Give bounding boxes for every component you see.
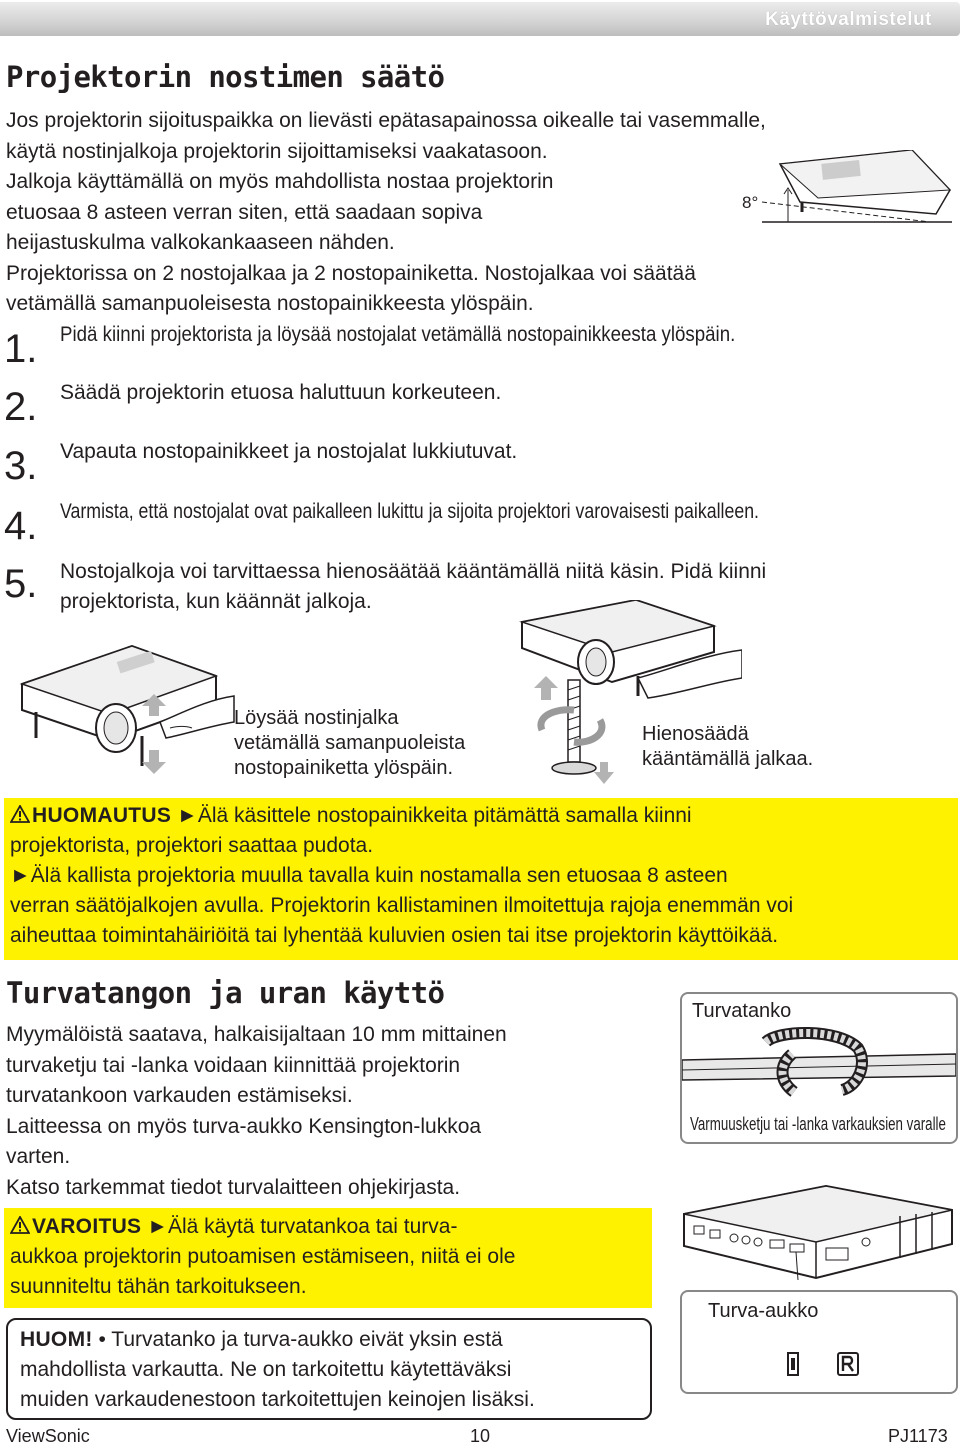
security-line: Laitteessa on myös turva-aukko Kensington-lukkoa [6, 1114, 482, 1138]
section-title-security: Turvatangon ja uran käyttö [6, 976, 445, 1010]
section-header: Käyttövalmistelut [765, 9, 932, 30]
label-security-chain: Varmuusketju tai -lanka varkauksien varalle [690, 1114, 946, 1134]
page-number: 10 [470, 1426, 491, 1446]
security-line: varten. [6, 1145, 71, 1168]
security-line: turvatankoon varkauden estämiseksi. [6, 1084, 353, 1107]
callout-line: nostopainiketta ylöspäin. [234, 757, 454, 779]
step-number: 1. [4, 327, 38, 371]
callout-fine-adjust [642, 722, 813, 772]
intro-line: Jalkoja käyttämällä on myös mahdollista nostaa projektorin [6, 170, 554, 193]
footer-brand: ViewSonic [6, 1426, 90, 1446]
angle-label: 8° [742, 193, 759, 212]
callout-line: kääntämällä jalkaa. [642, 748, 814, 770]
projector-release-figure [10, 640, 235, 780]
step-number: 3. [4, 444, 38, 488]
warning-keyword: VAROITUS [32, 1215, 142, 1238]
security-bar-drawing [682, 1024, 956, 1104]
security-line: Myymälöistä saatava, halkaisijaltaan 10 mm mittainen [6, 1023, 507, 1046]
security-line: Katso tarkemmat tiedot turvalaitteen ohjekirjasta. [6, 1175, 461, 1199]
warning-line: aukkoa projektorin putoamisen estämiseen, niitä ei ole [10, 1245, 516, 1268]
warning-triangle-icon [10, 805, 30, 823]
step-text: Varmista, että nostojalat ovat paikalleen lukittu ja sijoita projektori varovaisesti paikalleen. [60, 500, 759, 523]
section-title-elevator: Projektorin nostimen säätö [6, 60, 445, 94]
warning-triangle-icon [10, 1216, 30, 1234]
intro-line: vetämällä samanpuoleisesta nostopainikkeesta ylöspäin. [6, 292, 534, 315]
label-security-slot: Turva-aukko [708, 1300, 819, 1322]
label-security-bar: Turvatanko [692, 1000, 792, 1022]
security-slot-figure [680, 1290, 958, 1394]
intro-line: Projektorissa on 2 nostojalkaa ja 2 nostopainiketta. Nostojalkaa voi säätää [6, 261, 696, 285]
step-number: 2. [4, 385, 38, 429]
callout-release [234, 706, 465, 781]
note-keyword: HUOM! [20, 1328, 93, 1351]
warning-line: ►Älä käytä turvatankoa tai turva- [147, 1215, 458, 1238]
step-text: Pidä kiinni projektorista ja löysää nostojalat vetämällä nostopainikkeesta ylöspäin. [60, 323, 736, 346]
step-text-line: projektorista, kun käännät jalkoja. [60, 590, 372, 613]
caution-line: ►Älä käsittele nostopainikkeita pitämättä samalla kiinni [177, 804, 692, 827]
security-line: turvaketju tai -lanka voidaan kiinnittää projektorin [6, 1053, 461, 1077]
security-bar-figure [680, 992, 958, 1144]
step-text: Vapauta nostopainikkeet ja nostojalat lukkiutuvat. [60, 440, 518, 463]
warning-line-first [10, 1212, 457, 1242]
intro-line: heijastuskulma valkokankaaseen nähden. [6, 231, 395, 254]
security-slot-icon [782, 1350, 812, 1380]
step-text-line: Nostojalkoja voi tarvittaessa hienosäätää kääntämällä niitä käsin. Pidä kiinni [60, 560, 767, 583]
caution-line: projektorista, projektori saattaa pudota. [10, 834, 374, 857]
step-number: 4. [4, 504, 38, 548]
intro-line: Jos projektorin sijoituspaikka on lievästi epätasapainossa oikealle tai vasemmalle, [6, 109, 766, 132]
caution-keyword: HUOMAUTUS [32, 804, 172, 827]
step-text: Säädä projektorin etuosa haluttuun korkeuteen. [60, 381, 502, 404]
kensington-lock-icon [836, 1350, 864, 1380]
note-line-first [20, 1325, 503, 1355]
security-text [6, 1020, 646, 1203]
intro-line: etuosaa 8 asteen verran siten, että saadaan sopiva [6, 200, 483, 224]
caution-line: ►Älä kallista projektoria muulla tavalla kuin nostamalla sen etuosaa 8 asteen [10, 864, 728, 887]
note-line: mahdollista varkautta. Ne on tarkoitettu käytettäväksi [20, 1358, 512, 1381]
tilted-projector-figure [740, 150, 955, 230]
note-box [6, 1318, 652, 1420]
step-number: 5. [4, 562, 38, 606]
warning-line: suunniteltu tähän tarkoitukseen. [10, 1275, 307, 1298]
callout-line: vetämällä samanpuoleista [234, 732, 466, 754]
caution-line: verran säätöjalkojen avulla. Projektorin kallistaminen ilmoitettuja rajoja enemmän voi [10, 894, 794, 917]
note-line: muiden varkaudenestoon tarkoitettujen keinojen lisäksi. [20, 1388, 535, 1411]
projector-rear-figure [676, 1180, 958, 1284]
warning-box [4, 1208, 652, 1308]
projector-finetune-figure [518, 600, 742, 700]
intro-line: käytä nostinjalkoja projektorin sijoittamiseksi vaakatasoon. [6, 139, 548, 163]
callout-line: Löysää nostinjalka [234, 707, 399, 729]
footer-model: PJ1173 [888, 1426, 948, 1446]
caution-line-first [10, 801, 692, 831]
caution-line: aiheuttaa toimintahäiriöitä tai lyhentää kuluvien osien tai itse projektorin käyttöikää. [10, 924, 779, 947]
caution-box [4, 798, 958, 960]
note-line: • Turvatanko ja turva-aukko eivät yksin estä [98, 1328, 503, 1351]
up-down-arrows-icon [142, 694, 166, 774]
callout-line: Hienosäädä [642, 723, 749, 745]
